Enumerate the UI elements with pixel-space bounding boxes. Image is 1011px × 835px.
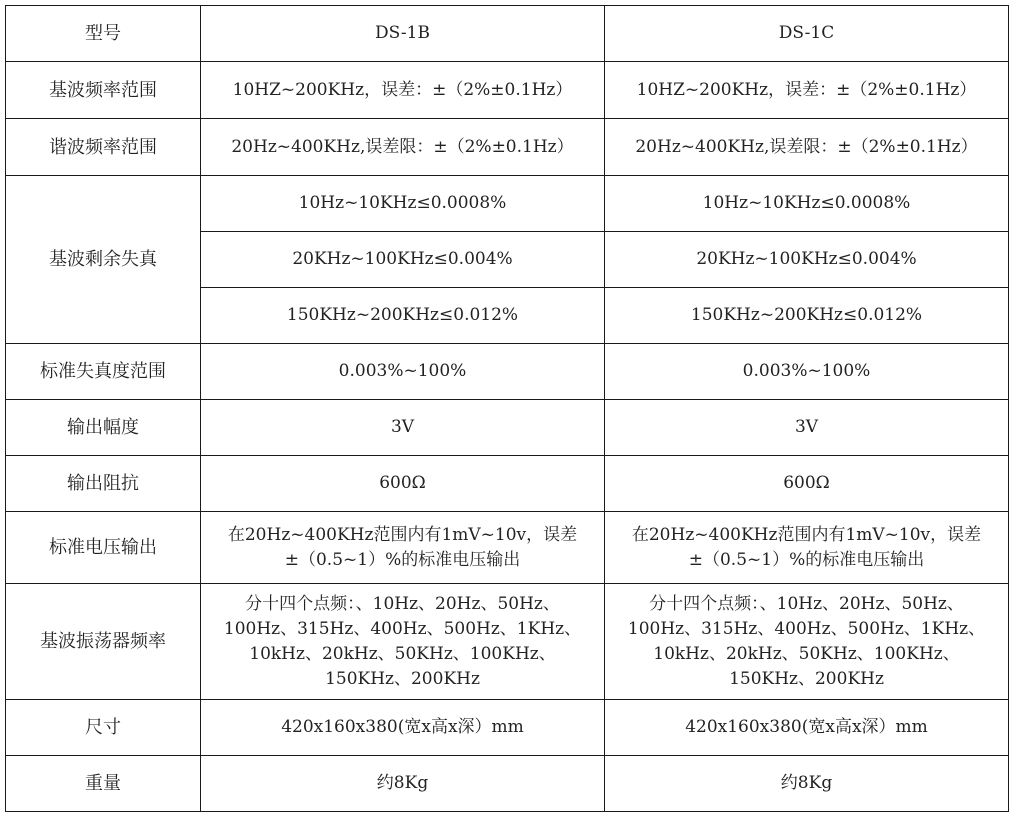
spec-table xyxy=(5,5,1009,812)
table-row xyxy=(6,119,1009,176)
cell-value: 0.003%~100% xyxy=(605,344,1009,400)
cell-value: 分十四个点频：、10Hz、20Hz、50Hz、100Hz、315Hz、400Hz、500Hz、1KHz、10kHz、20kHz、50KHz、100KHz、150KHz、200KHz xyxy=(605,584,1009,700)
row-label-output-impedance: 输出阻抗 xyxy=(6,456,201,512)
row-label-fundamental-frequency: 基波频率范围 xyxy=(6,62,201,119)
table-row xyxy=(6,756,1009,812)
table-row xyxy=(6,700,1009,756)
row-label-weight: 重量 xyxy=(6,756,201,812)
row-label-standard-distortion: 标准失真度范围 xyxy=(6,344,201,400)
cell-value: 10Hz~10KHz≤0.0008% xyxy=(605,176,1009,232)
row-label-output-amplitude: 输出幅度 xyxy=(6,400,201,456)
row-label-standard-voltage-output: 标准电压输出 xyxy=(6,512,201,584)
cell-value: 20Hz~400KHz,误差限：±（2%±0.1Hz） xyxy=(605,119,1009,176)
cell-value: 在20Hz~400KHz范围内有1mV~10v，误差±（0.5~1）%的标准电压输出 xyxy=(605,512,1009,584)
cell-value: 20KHz~100KHz≤0.004% xyxy=(605,232,1009,288)
row-label-oscillator-frequency: 基波振荡器频率 xyxy=(6,584,201,700)
cell-value: 150KHz~200KHz≤0.012% xyxy=(201,288,605,344)
cell-value: 600Ω xyxy=(605,456,1009,512)
table-row xyxy=(6,62,1009,119)
table-row xyxy=(6,584,1009,700)
cell-value: 约8Kg xyxy=(201,756,605,812)
cell-value: 10HZ~200KHz，误差：±（2%±0.1Hz） xyxy=(605,62,1009,119)
cell-value: 20Hz~400KHz,误差限：±（2%±0.1Hz） xyxy=(201,119,605,176)
cell-value: 420x160x380(宽x高x深）mm xyxy=(201,700,605,756)
row-label-dimensions: 尺寸 xyxy=(6,700,201,756)
cell-value: 10Hz~10KHz≤0.0008% xyxy=(201,176,605,232)
table-row xyxy=(6,176,1009,232)
cell-value: 0.003%~100% xyxy=(201,344,605,400)
cell-value: 420x160x380(宽x高x深）mm xyxy=(605,700,1009,756)
cell-value: 约8Kg xyxy=(605,756,1009,812)
cell-value: 20KHz~100KHz≤0.004% xyxy=(201,232,605,288)
cell-value: 在20Hz~400KHz范围内有1mV~10v，误差±（0.5~1）%的标准电压输出 xyxy=(201,512,605,584)
model-ds-1c: DS-1C xyxy=(605,6,1009,62)
table-row xyxy=(6,6,1009,62)
table-row xyxy=(6,400,1009,456)
cell-value: 分十四个点频：、10Hz、20Hz、50Hz、100Hz、315Hz、400Hz、500Hz、1KHz、10kHz、20kHz、50KHz、100KHz、150KHz、200KHz xyxy=(201,584,605,700)
cell-value: 3V xyxy=(201,400,605,456)
cell-value: 150KHz~200KHz≤0.012% xyxy=(605,288,1009,344)
cell-value: 3V xyxy=(605,400,1009,456)
row-label-model: 型号 xyxy=(6,6,201,62)
cell-value: 10HZ~200KHz，误差：±（2%±0.1Hz） xyxy=(201,62,605,119)
cell-value: 600Ω xyxy=(201,456,605,512)
table-row xyxy=(6,512,1009,584)
row-label-harmonic-frequency: 谐波频率范围 xyxy=(6,119,201,176)
row-label-residual-distortion: 基波剩余失真 xyxy=(6,176,201,344)
model-ds-1b: DS-1B xyxy=(201,6,605,62)
table-row xyxy=(6,344,1009,400)
table-row xyxy=(6,456,1009,512)
